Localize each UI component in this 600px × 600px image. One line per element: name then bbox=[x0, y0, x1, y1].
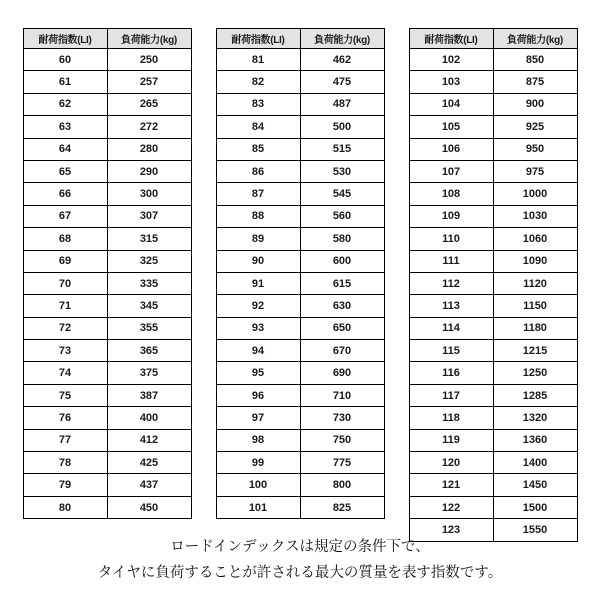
cell-load-capacity: 1090 bbox=[493, 250, 577, 272]
cell-load-capacity: 307 bbox=[107, 205, 191, 227]
cell-load-capacity: 315 bbox=[107, 228, 191, 250]
cell-load-capacity: 1000 bbox=[493, 183, 577, 205]
cell-load-capacity: 850 bbox=[493, 49, 577, 71]
table-row bbox=[23, 49, 191, 71]
table-row bbox=[409, 295, 577, 317]
cell-load-capacity: 265 bbox=[107, 93, 191, 115]
cell-load-index: 111 bbox=[409, 250, 493, 272]
cell-load-capacity: 950 bbox=[493, 138, 577, 160]
table-header-row bbox=[216, 29, 384, 49]
table-row bbox=[216, 250, 384, 272]
cell-load-capacity: 630 bbox=[300, 295, 384, 317]
table-row bbox=[23, 272, 191, 294]
cell-load-capacity: 825 bbox=[300, 496, 384, 518]
table-row bbox=[409, 452, 577, 474]
column-header-li: 耐荷指数(LI) bbox=[216, 29, 300, 49]
table-row bbox=[409, 228, 577, 250]
cell-load-index: 102 bbox=[409, 49, 493, 71]
cell-load-capacity: 250 bbox=[107, 49, 191, 71]
table-body-3 bbox=[409, 49, 577, 542]
cell-load-capacity: 1550 bbox=[493, 519, 577, 541]
column-header-kg: 負荷能力(kg) bbox=[300, 29, 384, 49]
cell-load-index: 63 bbox=[23, 116, 107, 138]
cell-load-index: 81 bbox=[216, 49, 300, 71]
table-row bbox=[216, 496, 384, 518]
cell-load-index: 98 bbox=[216, 429, 300, 451]
table-row bbox=[409, 474, 577, 496]
cell-load-capacity: 487 bbox=[300, 93, 384, 115]
cell-load-index: 73 bbox=[23, 340, 107, 362]
table-row bbox=[409, 317, 577, 339]
cell-load-index: 122 bbox=[409, 496, 493, 518]
cell-load-capacity: 1500 bbox=[493, 496, 577, 518]
table-row bbox=[409, 205, 577, 227]
cell-load-capacity: 345 bbox=[107, 295, 191, 317]
table-row bbox=[409, 340, 577, 362]
table-row bbox=[409, 250, 577, 272]
cell-load-index: 78 bbox=[23, 452, 107, 474]
cell-load-capacity: 615 bbox=[300, 272, 384, 294]
table-row bbox=[23, 407, 191, 429]
table-row bbox=[216, 340, 384, 362]
cell-load-index: 84 bbox=[216, 116, 300, 138]
cell-load-capacity: 412 bbox=[107, 429, 191, 451]
cell-load-capacity: 545 bbox=[300, 183, 384, 205]
cell-load-capacity: 1450 bbox=[493, 474, 577, 496]
cell-load-index: 71 bbox=[23, 295, 107, 317]
table-row bbox=[409, 71, 577, 93]
table-row bbox=[216, 205, 384, 227]
cell-load-index: 110 bbox=[409, 228, 493, 250]
cell-load-capacity: 600 bbox=[300, 250, 384, 272]
cell-load-index: 61 bbox=[23, 71, 107, 93]
table-row bbox=[23, 317, 191, 339]
cell-load-capacity: 1120 bbox=[493, 272, 577, 294]
cell-load-index: 117 bbox=[409, 384, 493, 406]
table-row bbox=[409, 272, 577, 294]
cell-load-index: 94 bbox=[216, 340, 300, 362]
cell-load-capacity: 690 bbox=[300, 362, 384, 384]
cell-load-index: 87 bbox=[216, 183, 300, 205]
cell-load-index: 72 bbox=[23, 317, 107, 339]
cell-load-index: 112 bbox=[409, 272, 493, 294]
cell-load-capacity: 290 bbox=[107, 160, 191, 182]
caption-line-1: ロードインデックスは規定の条件下で、 bbox=[170, 539, 430, 555]
cell-load-capacity: 925 bbox=[493, 116, 577, 138]
cell-load-index: 119 bbox=[409, 429, 493, 451]
table-row bbox=[216, 452, 384, 474]
table-row bbox=[23, 183, 191, 205]
table-row bbox=[23, 116, 191, 138]
cell-load-capacity: 560 bbox=[300, 205, 384, 227]
cell-load-index: 76 bbox=[23, 407, 107, 429]
cell-load-capacity: 710 bbox=[300, 384, 384, 406]
table-row bbox=[216, 138, 384, 160]
cell-load-index: 77 bbox=[23, 429, 107, 451]
column-header-li: 耐荷指数(LI) bbox=[23, 29, 107, 49]
cell-load-index: 107 bbox=[409, 160, 493, 182]
table-row bbox=[216, 384, 384, 406]
column-header-kg: 負荷能力(kg) bbox=[493, 29, 577, 49]
table-row bbox=[409, 362, 577, 384]
column-header-li: 耐荷指数(LI) bbox=[409, 29, 493, 49]
table-row bbox=[23, 160, 191, 182]
cell-load-capacity: 1360 bbox=[493, 429, 577, 451]
cell-load-capacity: 1180 bbox=[493, 317, 577, 339]
cell-load-capacity: 325 bbox=[107, 250, 191, 272]
cell-load-index: 118 bbox=[409, 407, 493, 429]
cell-load-capacity: 500 bbox=[300, 116, 384, 138]
cell-load-capacity: 387 bbox=[107, 384, 191, 406]
cell-load-capacity: 775 bbox=[300, 452, 384, 474]
cell-load-index: 100 bbox=[216, 474, 300, 496]
cell-load-index: 99 bbox=[216, 452, 300, 474]
table-row bbox=[409, 160, 577, 182]
table-row bbox=[409, 116, 577, 138]
cell-load-index: 86 bbox=[216, 160, 300, 182]
cell-load-index: 66 bbox=[23, 183, 107, 205]
cell-load-index: 91 bbox=[216, 272, 300, 294]
cell-load-index: 115 bbox=[409, 340, 493, 362]
table-row bbox=[409, 93, 577, 115]
cell-load-capacity: 1030 bbox=[493, 205, 577, 227]
cell-load-capacity: 272 bbox=[107, 116, 191, 138]
table-row bbox=[23, 93, 191, 115]
table-row bbox=[216, 429, 384, 451]
cell-load-index: 104 bbox=[409, 93, 493, 115]
table-row bbox=[216, 183, 384, 205]
table-body-2 bbox=[216, 49, 384, 519]
cell-load-capacity: 530 bbox=[300, 160, 384, 182]
cell-load-capacity: 1060 bbox=[493, 228, 577, 250]
cell-load-capacity: 355 bbox=[107, 317, 191, 339]
cell-load-capacity: 365 bbox=[107, 340, 191, 362]
load-index-table-1 bbox=[23, 28, 192, 519]
table-row bbox=[23, 474, 191, 496]
table-row bbox=[23, 250, 191, 272]
load-index-table-3 bbox=[409, 28, 578, 542]
cell-load-capacity: 900 bbox=[493, 93, 577, 115]
cell-load-index: 109 bbox=[409, 205, 493, 227]
cell-load-capacity: 280 bbox=[107, 138, 191, 160]
cell-load-capacity: 475 bbox=[300, 71, 384, 93]
cell-load-capacity: 450 bbox=[107, 496, 191, 518]
table-row bbox=[216, 474, 384, 496]
cell-load-index: 75 bbox=[23, 384, 107, 406]
cell-load-index: 64 bbox=[23, 138, 107, 160]
cell-load-index: 68 bbox=[23, 228, 107, 250]
cell-load-index: 92 bbox=[216, 295, 300, 317]
cell-load-index: 108 bbox=[409, 183, 493, 205]
cell-load-capacity: 1400 bbox=[493, 452, 577, 474]
caption-line-2: タイヤに負荷することが許される最大の質量を表す指数です。 bbox=[97, 565, 503, 581]
table-row bbox=[216, 71, 384, 93]
cell-load-capacity: 1150 bbox=[493, 295, 577, 317]
column-header-kg: 負荷能力(kg) bbox=[107, 29, 191, 49]
cell-load-capacity: 1215 bbox=[493, 340, 577, 362]
cell-load-index: 95 bbox=[216, 362, 300, 384]
table-row bbox=[23, 384, 191, 406]
table-row bbox=[23, 362, 191, 384]
table-row bbox=[216, 116, 384, 138]
cell-load-index: 105 bbox=[409, 116, 493, 138]
cell-load-capacity: 875 bbox=[493, 71, 577, 93]
cell-load-index: 65 bbox=[23, 160, 107, 182]
cell-load-index: 88 bbox=[216, 205, 300, 227]
cell-load-capacity: 437 bbox=[107, 474, 191, 496]
table-row bbox=[216, 362, 384, 384]
table-row bbox=[216, 295, 384, 317]
table-row bbox=[409, 496, 577, 518]
cell-load-capacity: 750 bbox=[300, 429, 384, 451]
cell-load-index: 114 bbox=[409, 317, 493, 339]
cell-load-index: 80 bbox=[23, 496, 107, 518]
table-row bbox=[216, 49, 384, 71]
cell-load-capacity: 400 bbox=[107, 407, 191, 429]
cell-load-capacity: 515 bbox=[300, 138, 384, 160]
cell-load-capacity: 730 bbox=[300, 407, 384, 429]
cell-load-capacity: 1250 bbox=[493, 362, 577, 384]
table-row bbox=[409, 384, 577, 406]
cell-load-capacity: 462 bbox=[300, 49, 384, 71]
load-index-tables bbox=[0, 28, 600, 542]
cell-load-index: 123 bbox=[409, 519, 493, 541]
table-body-1 bbox=[23, 49, 191, 519]
table-row bbox=[23, 452, 191, 474]
table-row bbox=[409, 138, 577, 160]
cell-load-capacity: 1320 bbox=[493, 407, 577, 429]
cell-load-capacity: 335 bbox=[107, 272, 191, 294]
table-row bbox=[23, 228, 191, 250]
cell-load-index: 93 bbox=[216, 317, 300, 339]
cell-load-index: 116 bbox=[409, 362, 493, 384]
table-row bbox=[23, 429, 191, 451]
cell-load-capacity: 300 bbox=[107, 183, 191, 205]
table-row bbox=[23, 340, 191, 362]
table-row bbox=[216, 93, 384, 115]
table-row bbox=[23, 295, 191, 317]
table-row bbox=[216, 272, 384, 294]
table-row bbox=[216, 317, 384, 339]
cell-load-index: 106 bbox=[409, 138, 493, 160]
table-row bbox=[409, 429, 577, 451]
cell-load-capacity: 670 bbox=[300, 340, 384, 362]
table-row bbox=[23, 138, 191, 160]
cell-load-index: 120 bbox=[409, 452, 493, 474]
cell-load-index: 101 bbox=[216, 496, 300, 518]
cell-load-capacity: 650 bbox=[300, 317, 384, 339]
caption-text bbox=[0, 534, 600, 586]
cell-load-index: 103 bbox=[409, 71, 493, 93]
table-row bbox=[409, 183, 577, 205]
cell-load-index: 83 bbox=[216, 93, 300, 115]
cell-load-index: 89 bbox=[216, 228, 300, 250]
cell-load-index: 82 bbox=[216, 71, 300, 93]
cell-load-index: 113 bbox=[409, 295, 493, 317]
table-row bbox=[23, 496, 191, 518]
table-row bbox=[23, 205, 191, 227]
cell-load-capacity: 800 bbox=[300, 474, 384, 496]
load-index-table-2 bbox=[216, 28, 385, 519]
cell-load-capacity: 375 bbox=[107, 362, 191, 384]
cell-load-index: 74 bbox=[23, 362, 107, 384]
cell-load-index: 85 bbox=[216, 138, 300, 160]
cell-load-index: 96 bbox=[216, 384, 300, 406]
table-row bbox=[216, 407, 384, 429]
cell-load-index: 69 bbox=[23, 250, 107, 272]
table-row bbox=[216, 228, 384, 250]
cell-load-capacity: 580 bbox=[300, 228, 384, 250]
table-row bbox=[409, 49, 577, 71]
cell-load-index: 60 bbox=[23, 49, 107, 71]
cell-load-capacity: 975 bbox=[493, 160, 577, 182]
cell-load-index: 97 bbox=[216, 407, 300, 429]
cell-load-capacity: 257 bbox=[107, 71, 191, 93]
table-row bbox=[23, 71, 191, 93]
table-row bbox=[409, 407, 577, 429]
cell-load-index: 62 bbox=[23, 93, 107, 115]
cell-load-index: 70 bbox=[23, 272, 107, 294]
cell-load-index: 90 bbox=[216, 250, 300, 272]
cell-load-index: 79 bbox=[23, 474, 107, 496]
table-header-row bbox=[409, 29, 577, 49]
cell-load-capacity: 1285 bbox=[493, 384, 577, 406]
cell-load-capacity: 425 bbox=[107, 452, 191, 474]
cell-load-index: 121 bbox=[409, 474, 493, 496]
table-header-row bbox=[23, 29, 191, 49]
table-row bbox=[216, 160, 384, 182]
cell-load-index: 67 bbox=[23, 205, 107, 227]
